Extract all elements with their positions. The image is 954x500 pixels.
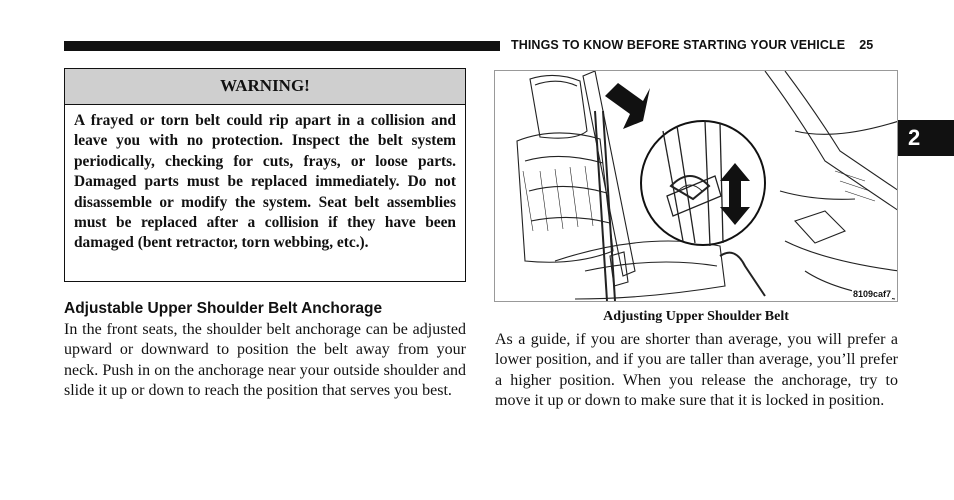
chapter-tab: 2 (898, 120, 954, 156)
section-paragraph: In the front seats, the shoulder belt anchorage can be adjusted upward or downward to position the belt away from your neck. Push in on the anchorage near your outside shoulder and slide it up or down to reach the position that serves you best. (64, 321, 466, 400)
page-number: 25 (859, 38, 874, 52)
warning-text: A frayed or torn belt could rip apart in a collision and leave you with no protection. Inspect the belt system periodically, checking for cuts, frays, or loose parts. Damaged parts must be replaced immediately. Do not disassemble or modify the system. Seat belt assemblies must be replaced after a collision if they have been damaged (bent retractor, torn webbing, etc.). (74, 112, 456, 252)
figure-code: 8109caf7 (852, 289, 891, 299)
running-header (511, 38, 873, 52)
header-rule (64, 41, 500, 51)
right-paragraph: As a guide, if you are shorter than average, you will prefer a lower position, and if you are taller than average, you’ll prefer a higher position. When you release the anchorage, try to move it up or down to make sure that it is locked in position. (495, 331, 898, 410)
illustration-drawing (495, 71, 898, 302)
section-heading: Adjustable Upper Shoulder Belt Anchorage (64, 300, 383, 317)
running-title: THINGS TO KNOW BEFORE STARTING YOUR VEHICLE (511, 38, 846, 52)
figure-caption: Adjusting Upper Shoulder Belt (603, 309, 789, 324)
warning-box (64, 68, 466, 282)
warning-title: WARNING! (65, 69, 465, 105)
seat-belt-illustration (494, 70, 898, 302)
